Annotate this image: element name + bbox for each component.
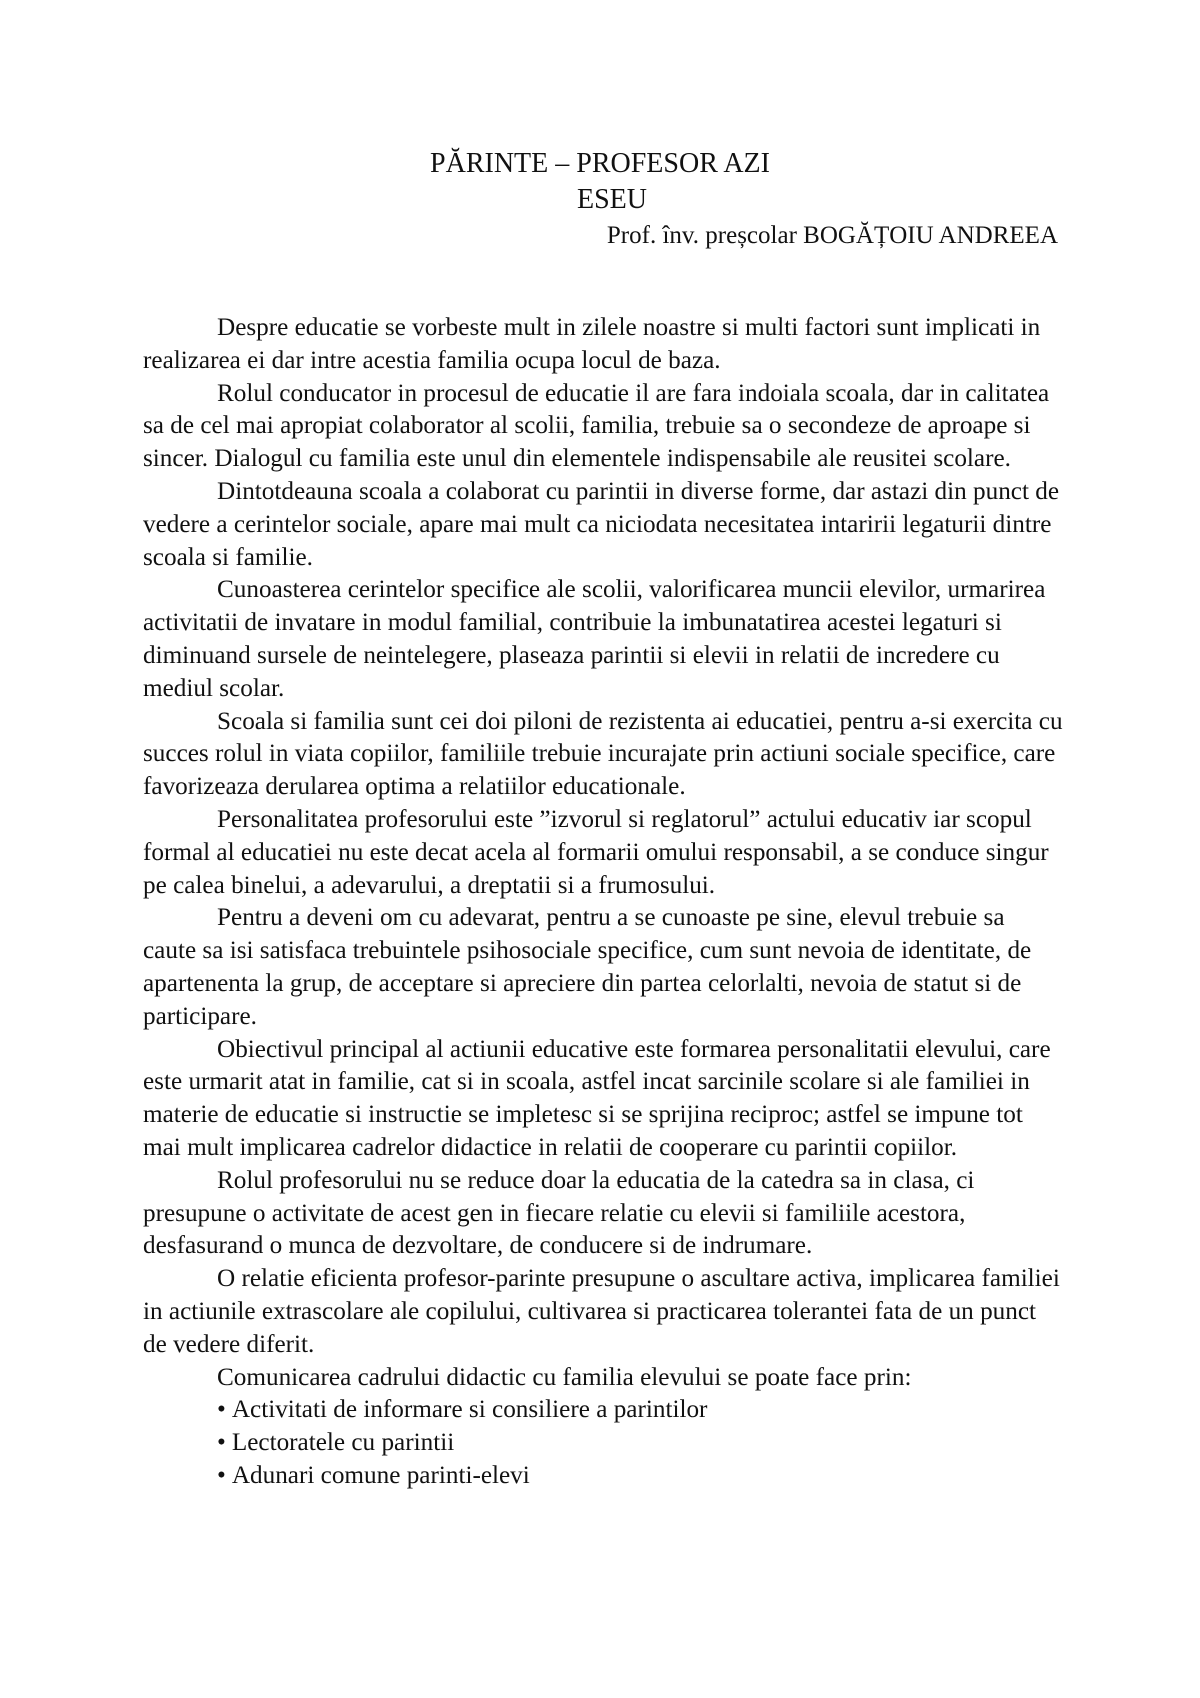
list-item xyxy=(217,1394,1063,1427)
paragraph: O relatie eficienta profesor-parinte presupune o ascultare activa, implicarea familiei in actiunile extrascolare ale copilului, cultivarea si practicarea tolerantei fata de un punct de vedere diferit. xyxy=(143,1265,1060,1358)
document-subtitle: ESEU xyxy=(577,184,647,215)
author-line: Prof. înv. preșcolar BOGĂȚOIU ANDREEA xyxy=(606,222,1058,249)
paragraph: Rolul conducator in procesul de educatie il are fara indoiala scoala, dar in calitatea sa de cel mai apropiat colaborator al scolii, familia, trebuie sa o secondeze de aproape si sincer. Dialogul cu familia este unul din elementele indispensabile ale reusitei scolare. xyxy=(143,379,1050,473)
paragraph: Cunoasterea cerintelor specifice ale scolii, valorificarea muncii elevilor, urmarirea activitatii de invatare in modul familial, contribuie la imbunatatirea acestei legaturi si diminuand sursele de neintelegere, plaseaza parintii si elevii in relatii de incredere cu mediul scolar. xyxy=(143,576,1046,702)
essay-body xyxy=(143,312,1063,1493)
list-item-text: Activitati de informare si consiliere a parintilor xyxy=(231,1396,708,1424)
list-item xyxy=(217,1427,1063,1460)
list-item xyxy=(217,1460,1063,1493)
paragraph: Dintotdeauna scoala a colaborat cu parintii in diverse forme, dar astazi din punct de vedere a cerintelor sociale, apare mai mult ca niciodata necesitatea intaririi legaturii dintre scoala si familie. xyxy=(143,477,1060,571)
bullet-icon: • xyxy=(217,1429,226,1457)
bullet-icon: • xyxy=(217,1396,226,1424)
paragraph: Rolul profesorului nu se reduce doar la educatia de la catedra sa in clasa, ci presupune o activitate de acest gen in fiecare relatie cu elevii si familiile acestora, desfasurand o munca de dezvoltare, de conducere si de indrumare. xyxy=(143,1166,975,1260)
paragraph: Obiectivul principal al actiunii educative este formarea personalitatii elevului, care este urmarit atat in familie, cat si in scoala, astfel incat sarcinile scolare si ale familiei in materie de educatie si instructie se impletesc si se sprijina reciproc; astfel se impune tot mai mult implicarea cadrelor didactice in relatii de cooperare cu parintii copiilor. xyxy=(143,1035,1051,1161)
paragraph: Scoala si familia sunt cei doi piloni de rezistenta ai educatiei, pentru a-si exercita cu succes rolul in viata copiilor, familiile trebuie incurajate prin actiuni sociale specifice, care favorizeaza derularea optima a relatiilor educationale. xyxy=(143,707,1063,801)
list-item-text: Lectoratele cu parintii xyxy=(231,1429,455,1457)
bullet-icon: • xyxy=(217,1461,226,1489)
document-title: PĂRINTE – PROFESOR AZI xyxy=(430,148,770,179)
list-item-text: Adunari comune parinti-elevi xyxy=(231,1461,530,1489)
paragraph: Despre educatie se vorbeste mult in zilele noastre si multi factori sunt implicati in realizarea ei dar intre acestia familia ocupa locul de baza. xyxy=(143,314,1041,374)
paragraph: Comunicarea cadrului didactic cu familia elevului se poate face prin: xyxy=(217,1363,912,1391)
paragraph: Personalitatea profesorului este ”izvorul si reglatorul” actului educativ iar scopul formal al educatiei nu este decat acela al formarii omului responsabil, a se conduce singur pe calea binelui, a adevarului, a dreptatii si a frumosului. xyxy=(143,805,1049,899)
communication-methods-list xyxy=(143,1394,1063,1492)
paragraph: Pentru a deveni om cu adevarat, pentru a se cunoaste pe sine, elevul trebuie sa caute sa isi satisfaca trebuintele psihosociale specifice, cum sunt nevoia de identitate, de apartenenta la grup, de acceptare si apreciere din partea celorlalti, nevoia de statut si de participare. xyxy=(143,904,1032,1030)
